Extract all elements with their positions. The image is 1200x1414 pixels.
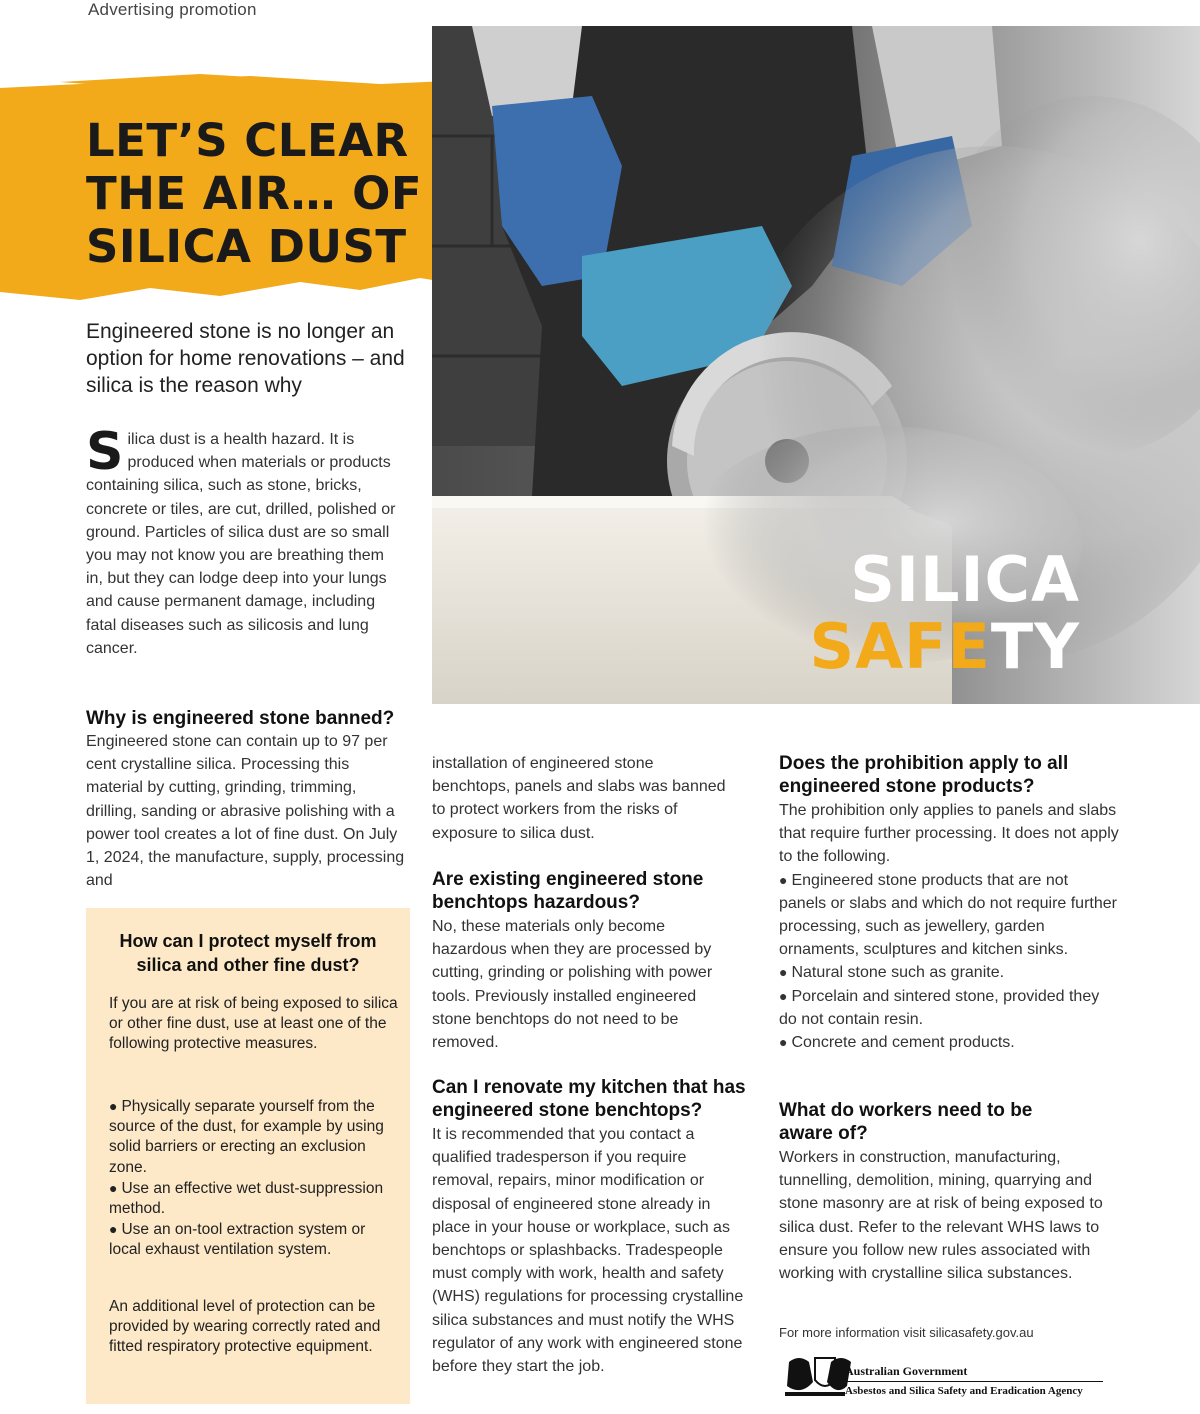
protect-heading: How can I protect myself from silica and other fine dust? [119,931,377,975]
more-info-link[interactable]: For more information visit silicasafety.gov.au [779,1325,1034,1340]
intro-text: ilica dust is a health hazard. It is produced when materials or products containing silica, such as stone, bricks, concrete or tiles, are cut, drilled, polished or ground. Particles of silica dust are so small you may not know you are breathing them in, but they can lodge deep into your lungs and cause permanent damage, including fatal diseases such as silicosis and lung cancer. [86,431,396,657]
safety-logo-highlight: SAFE [809,610,991,683]
subtitle: Engineered stone is no longer an option for home renovations – and silica is the reason why [86,320,405,397]
gov-name: Australian Government [845,1364,968,1378]
workers-text: Workers in construction, manufacturing, tunnelling, demolition, mining, quarrying and stone masonry are at risk of being exposed to silica dust. Refer to the relevant WHS laws to ensure you follow new rules associated with working with crystalline silica substances. [779,1149,1103,1283]
protect-intro: If you are at risk of being exposed to silica or other fine dust, use at least one of the following protective measures. [109,995,398,1053]
renovate-heading: Can I renovate my kitchen that has engineered stone benchtops? [432,1077,746,1121]
list-item: ● Engineered stone products that are not panels or slabs and which do not require further processing, such as jewellery, garden ornaments, sculptures and kitchen sinks. [779,871,1117,959]
prohibition-heading: Does the prohibition apply to all engineered stone products? [779,753,1069,797]
existing-benchtops-text: No, these materials only become hazardous when they are processed by cutting, grinding or polishing with power tools. Previously installed engineered stone benchtops do not need to be removed. [432,918,713,1052]
drop-cap: S [86,422,124,482]
list-item: ● Use an effective wet dust-suppression method. [109,1179,384,1218]
divider [845,1381,1103,1382]
silica-logo-word: SILICA [850,543,1080,616]
existing-benchtops-heading: Are existing engineered stone benchtops hazardous? [432,869,704,913]
headline: LET’S CLEAR THE AIR… OF SILICA DUST [86,114,423,273]
bullet-icon: ● [109,1179,118,1196]
bullet-icon: ● [779,987,788,1004]
bullet-icon: ● [779,1034,788,1051]
prohibition-list [779,869,1119,1055]
why-banned-continued: installation of engineered stone benchtops, panels and slabs was banned to protect workers from the risks of exposure to silica dust. [432,755,726,842]
safety-logo-word [809,610,1080,683]
workers-heading: What do workers need to be aware of? [779,1100,1033,1144]
why-banned-text: Engineered stone can contain up to 97 per cent crystalline silica. Processing this material by cutting, grinding, trimming, drilling, sanding or abrasive polishing with a power tool creates a lot of fine dust. On July 1, 2024, the manufacture, supply, processing and [86,733,405,890]
why-banned-heading: Why is engineered stone banned? [86,708,395,729]
advertising-label: Advertising promotion [88,0,257,19]
list-item: ● Natural stone such as granite. [779,964,1005,982]
agency-name: Asbestos and Silica Safety and Eradication Agency [845,1385,1083,1397]
bullet-icon: ● [109,1098,118,1114]
intro-paragraph [86,422,404,660]
prohibition-text [779,799,1119,1054]
protect-closing: An additional level of protection can be provided by wearing correctly rated and fitted respiratory protective equipment. [109,1298,381,1356]
bullet-icon: ● [779,964,788,981]
bullet-icon: ● [109,1221,118,1238]
protect-list [109,1096,399,1261]
worker-cutting-stone-photo [432,26,1200,704]
list-item: ● Use an on-tool extraction system or local exhaust ventilation system. [109,1221,366,1259]
bullet-icon: ● [779,871,788,888]
list-item: ● Porcelain and sintered stone, provided they do not contain resin. [779,987,1100,1028]
prohibition-intro: The prohibition only applies to panels and slabs that require further processing. It does not apply to the following. [779,802,1119,866]
renovate-text: It is recommended that you contact a qualified tradesperson if you require removal, repairs, minor modification or disposal of engineered stone already in place in your house or workplace, such as benchtops or splashbacks. Tradespeople must comply with work, health and safety (WHS) regulations for processing crystalline silica substances and must notify the WHS regulator of any work with engineered stone before they start the job. [432,1126,744,1376]
list-item: ● Concrete and cement products. [779,1034,1015,1052]
safety-logo-rest: TY [990,610,1080,683]
list-item: ● Physically separate yourself from the source of the dust, for example by using solid barriers or erecting an exclusion zone. [109,1098,384,1176]
